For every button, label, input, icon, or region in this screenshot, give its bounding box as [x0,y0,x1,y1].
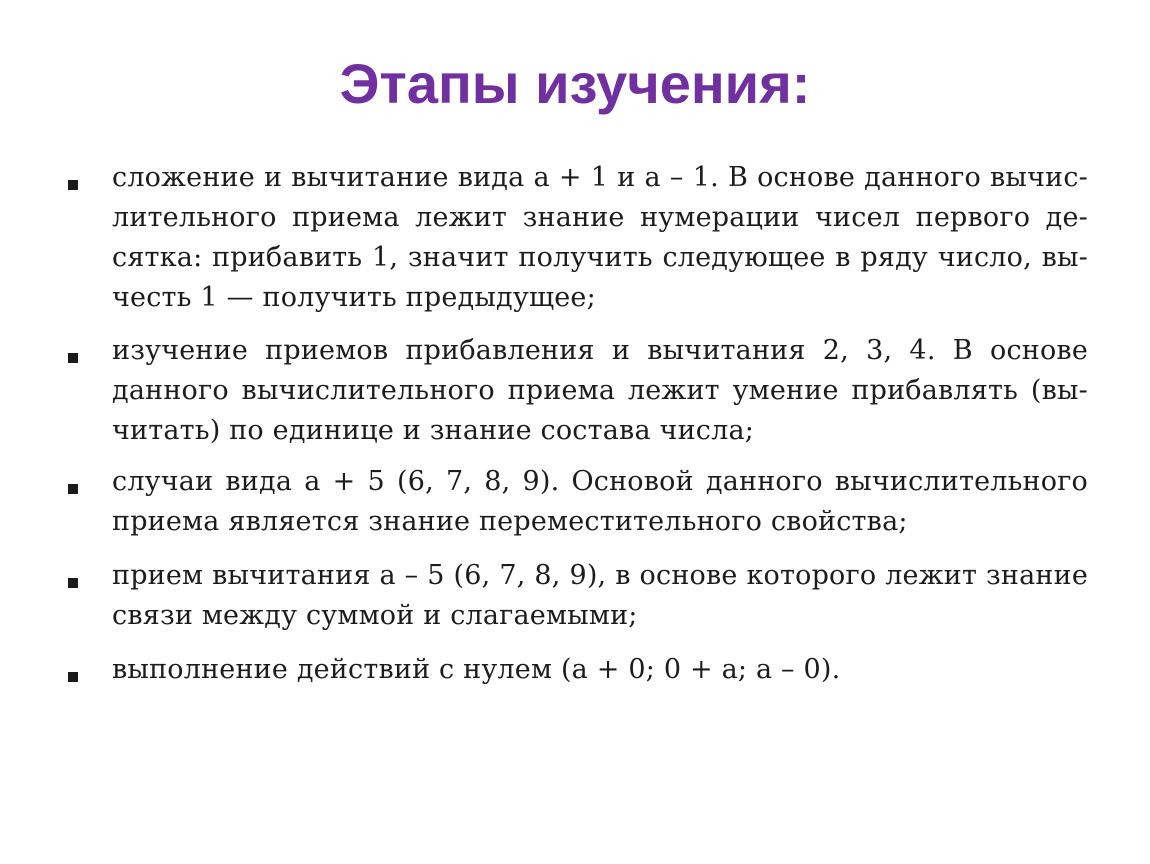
text-line: лительного приема лежит знание нумерации чисел первого де- [112,202,1088,233]
text-line: изучение приемов прибавления и вычитания 2, 3, 4. В основе [112,335,1088,366]
list-item-text [112,331,1088,451]
square-bullet-icon [68,180,78,190]
text-line: связи между суммой и слагаемыми; [112,600,638,631]
text-line: данного вычислительного приема лежит умение прибавлять (вы- [112,375,1088,406]
square-bullet-icon [68,672,78,682]
square-bullet-icon [68,578,78,588]
square-bullet-icon [68,353,78,363]
text-line: сложение и вычитание вида a + 1 и a – 1. В основе данного вычис- [112,162,1088,193]
list-item-text [112,462,1088,542]
list-item [68,158,1088,318]
list-item [68,331,1088,451]
text-line: прием вычитания a – 5 (6, 7, 8, 9), в основе которого лежит знание [112,560,1088,591]
list-item [68,650,1088,690]
square-bullet-icon [68,484,78,494]
stages-list [68,158,1088,690]
slide-title: Этапы изучения: [339,52,811,115]
text-line: честь 1 — получить предыдущее; [112,282,596,313]
list-item [68,556,1088,636]
text-line: читать) по единице и знание состава числа; [112,415,755,446]
text-line: приема является знание переместительного свойства; [112,506,908,537]
list-item-text [112,158,1088,318]
list-item-text [112,556,1088,636]
text-line: сятка: прибавить 1, значит получить следующее в ряду число, вы- [112,242,1088,273]
list-item-text [112,650,1088,690]
text-line: случаи вида a + 5 (6, 7, 8, 9). Основой данного вычислительного [112,466,1088,497]
list-item [68,462,1088,542]
text-line: выполнение действий с нулем (a + 0; 0 + a; a – 0). [112,654,841,685]
